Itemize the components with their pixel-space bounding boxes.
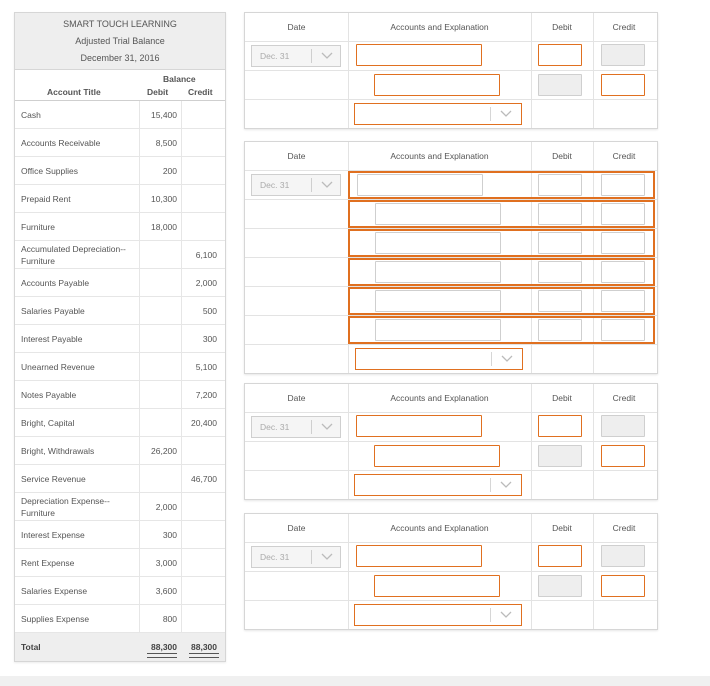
table-row [15,269,225,297]
credit-value [181,437,223,464]
column-headers [15,70,225,101]
credit-value: 6,100 [181,241,223,268]
table-row [15,325,225,353]
credit-header: Credit [612,393,636,403]
account-input[interactable] [375,261,501,283]
credit-value [181,185,223,212]
explanation-row [245,601,657,629]
account-input[interactable] [374,575,500,597]
debit-input[interactable] [538,174,582,196]
debit-value [139,353,181,380]
journal-header [245,142,657,171]
table-row [15,437,225,465]
accounts-header: Accounts and Explanation [390,151,489,161]
credit-input[interactable] [601,261,645,283]
chevron-down-icon [497,607,515,623]
table-row [15,101,225,129]
adjusted-trial-balance [14,12,226,662]
debit-value: 26,200 [139,437,181,464]
credit-header: Credit [612,151,636,161]
credit-input[interactable] [601,203,645,225]
debit-input-disabled [538,74,582,96]
account-title: Rent Expense [21,557,75,568]
debit-value: 2,000 [139,493,181,520]
journal-header [245,384,657,413]
report-title: Adjusted Trial Balance [75,36,165,46]
date-value: Dec. 31 [260,51,290,61]
debit-header: Debit [552,22,572,32]
debit-header: Debit [552,151,572,161]
account-title: Unearned Revenue [21,361,95,372]
journal-row [245,258,657,287]
chevron-down-icon [498,351,516,367]
total-row [15,633,225,661]
debit-value: 3,600 [139,577,181,604]
account-title: Accounts Receivable [21,137,101,148]
credit-header: Credit [612,22,636,32]
credit-value: 46,700 [181,465,223,492]
credit-value: 2,000 [181,269,223,296]
debit-value: 300 [139,521,181,548]
debit-value [139,297,181,324]
credit-value: 500 [181,297,223,324]
credit-input-disabled [601,44,645,66]
table-row [15,605,225,633]
credit-value [181,213,223,240]
total-label: Total [21,642,41,652]
account-title: Office Supplies [21,165,79,176]
credit-header: Credit [188,87,213,97]
account-title: Bright, Withdrawals [21,445,95,456]
company-name: SMART TOUCH LEARNING [63,19,177,29]
balance-label: Balance [163,74,196,84]
credit-input-disabled [601,415,645,437]
journal-row [245,171,657,200]
table-row [15,521,225,549]
journal-row [245,543,657,572]
account-input[interactable] [356,44,482,66]
account-title: Accumulated Depreciation--Furniture [21,243,126,266]
table-row [15,297,225,325]
credit-value [181,549,223,576]
account-input[interactable] [375,290,501,312]
debit-input-disabled [538,575,582,597]
date-header: Date [287,523,306,533]
debit-input[interactable] [538,415,582,437]
table-row [15,549,225,577]
journal-entry-4 [244,513,658,630]
credit-input[interactable] [601,445,645,467]
date-select[interactable] [251,546,341,568]
debit-value: 200 [139,157,181,184]
table-row [15,381,225,409]
explanation-select[interactable] [354,474,522,496]
credit-input[interactable] [601,174,645,196]
accounts-header: Accounts and Explanation [390,393,489,403]
date-value: Dec. 31 [260,552,290,562]
chevron-down-icon [497,477,515,493]
journal-entry-1 [244,12,658,129]
debit-value [139,325,181,352]
credit-header: Credit [612,523,636,533]
journal-entry-2 [244,141,658,374]
trial-balance-header [15,13,225,70]
credit-input[interactable] [601,290,645,312]
credit-input[interactable] [601,575,645,597]
account-title: Interest Expense [21,529,85,540]
credit-value [181,577,223,604]
account-input[interactable] [356,415,482,437]
credit-value: 300 [181,325,223,352]
total-credit: 88,300 [191,642,217,652]
credit-value [181,129,223,156]
table-row [15,577,225,605]
explanation-row [245,471,657,499]
table-row [15,465,225,493]
date-header: Date [287,22,306,32]
debit-input[interactable] [538,232,582,254]
debit-value: 800 [139,605,181,632]
account-title: Cash [21,109,41,120]
date-select[interactable] [251,174,341,196]
credit-value: 7,200 [181,381,223,408]
table-row [15,353,225,381]
credit-value: 20,400 [181,409,223,436]
account-title: Supplies Expense [21,613,90,624]
account-title: Furniture [21,221,56,232]
explanation-select[interactable] [354,604,522,626]
journal-row [245,287,657,316]
debit-value [139,381,181,408]
debit-value [139,409,181,436]
explanation-row [245,345,657,373]
debit-input[interactable] [538,261,582,283]
table-row [15,493,225,521]
credit-input-disabled [601,545,645,567]
explanation-select[interactable] [354,103,522,125]
chevron-down-icon [318,48,336,64]
date-header: Date [287,151,306,161]
debit-value [139,465,181,492]
table-row [15,185,225,213]
credit-input[interactable] [601,74,645,96]
date-select[interactable] [251,45,341,67]
account-title: Salaries Payable [21,305,85,316]
journal-row [245,413,657,442]
journal-entry-3 [244,383,658,500]
chevron-down-icon [318,419,336,435]
table-row [15,409,225,437]
date-value: Dec. 31 [260,422,290,432]
journal-row [245,316,657,345]
account-title: Accounts Payable [21,277,90,288]
account-input[interactable] [375,232,501,254]
account-title-header: Account Title [47,87,101,97]
debit-input[interactable] [538,545,582,567]
debit-value [139,241,181,268]
credit-value [181,493,223,520]
table-row [15,129,225,157]
account-title: Prepaid Rent [21,193,71,204]
accounts-header: Accounts and Explanation [390,523,489,533]
debit-header: Debit [552,393,572,403]
credit-input[interactable] [601,232,645,254]
debit-value: 8,500 [139,129,181,156]
credit-value [181,101,223,128]
explanation-row [245,100,657,128]
account-title: Service Revenue [21,473,86,484]
report-date: December 31, 2016 [80,53,160,63]
debit-header: Debit [552,523,572,533]
journal-row [245,572,657,601]
debit-input[interactable] [538,203,582,225]
journal-rows [245,171,657,345]
debit-header: Debit [147,87,169,97]
debit-input-disabled [538,445,582,467]
footer-bar [0,676,710,686]
account-input[interactable] [374,74,500,96]
account-title: Interest Payable [21,333,83,344]
trial-balance-rows [15,101,225,633]
credit-value: 5,100 [181,353,223,380]
chevron-down-icon [497,106,515,122]
table-row [15,213,225,241]
journal-header [245,13,657,42]
credit-value [181,521,223,548]
account-title: Notes Payable [21,389,77,400]
debit-input[interactable] [538,44,582,66]
journal-row [245,42,657,71]
debit-value: 3,000 [139,549,181,576]
account-title: Bright, Capital [21,417,75,428]
accounts-header: Accounts and Explanation [390,22,489,32]
journal-header [245,514,657,543]
account-input[interactable] [374,445,500,467]
credit-value [181,605,223,632]
account-title: Salaries Expense [21,585,88,596]
date-header: Date [287,393,306,403]
date-select[interactable] [251,416,341,438]
account-input[interactable] [375,319,501,341]
credit-input[interactable] [601,319,645,341]
account-input[interactable] [375,203,501,225]
journal-row [245,442,657,471]
journal-row [245,229,657,258]
account-input[interactable] [357,174,483,196]
debit-value: 18,000 [139,213,181,240]
date-value: Dec. 31 [260,180,290,190]
debit-value: 15,400 [139,101,181,128]
credit-value [181,157,223,184]
chevron-down-icon [318,549,336,565]
explanation-select[interactable] [355,348,523,370]
chevron-down-icon [318,177,336,193]
debit-value [139,269,181,296]
debit-value: 10,300 [139,185,181,212]
table-row [15,241,225,269]
double-underline-credit [189,653,219,658]
account-input[interactable] [356,545,482,567]
double-underline-debit [147,653,177,658]
total-debit: 88,300 [151,642,177,652]
debit-input[interactable] [538,290,582,312]
journal-row [245,200,657,229]
debit-input[interactable] [538,319,582,341]
table-row [15,157,225,185]
account-title: Depreciation Expense--Furniture [21,495,110,518]
journal-row [245,71,657,100]
